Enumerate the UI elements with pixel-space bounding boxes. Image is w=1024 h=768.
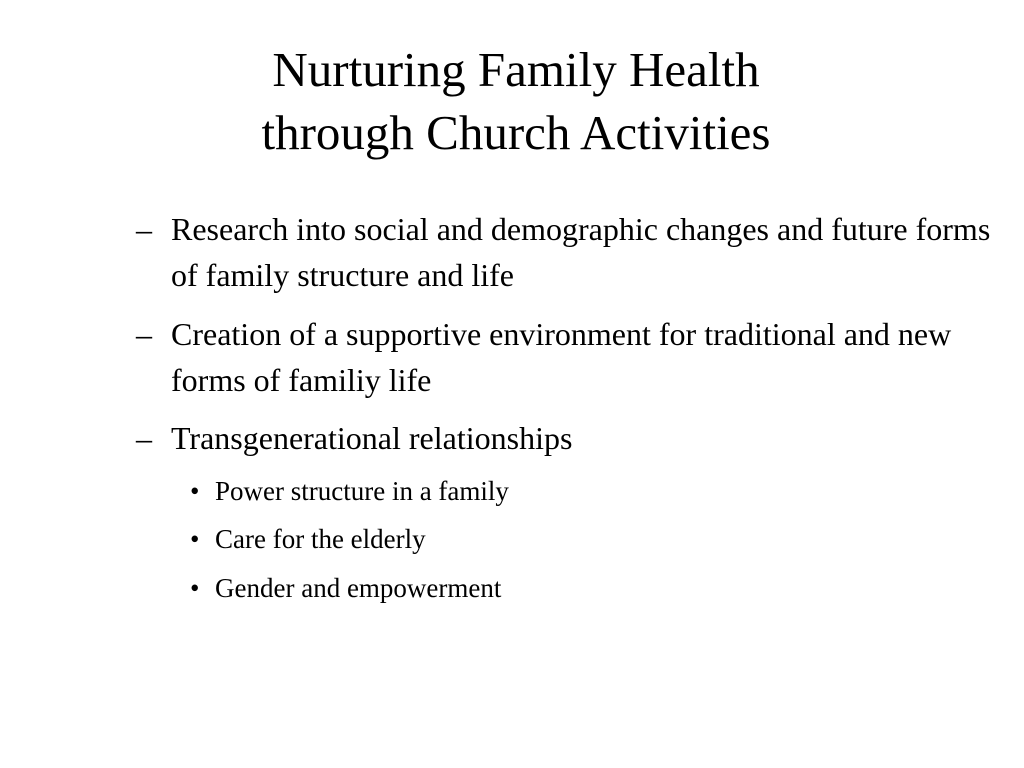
- bullet-text: Creation of a supportive environment for traditional and new forms of familiy life: [171, 316, 952, 398]
- sub-bullet-text: Power structure in a family: [215, 476, 509, 506]
- sub-bullet-item: [190, 570, 990, 606]
- bullet-item: [136, 311, 1006, 403]
- bullet-marker: •: [190, 524, 200, 554]
- slide-title-line-1: Nurturing Family Health: [272, 42, 760, 97]
- slide-title-line-2: through Church Activities: [261, 105, 771, 160]
- sub-bullet-item: [190, 521, 990, 557]
- bullet-item: [136, 206, 1006, 298]
- dash-marker: –: [136, 420, 152, 456]
- bullet-marker: •: [190, 476, 200, 506]
- bullet-text: Transgenerational relationships: [171, 420, 573, 456]
- dash-marker: –: [136, 211, 152, 247]
- sub-bullet-text: Gender and empowerment: [215, 573, 502, 603]
- sub-bullet-item: [190, 473, 990, 509]
- bullet-marker: •: [190, 573, 200, 603]
- bullet-text: Research into social and demographic changes and future forms of family structure and life: [171, 211, 991, 293]
- bullet-item: [136, 415, 1006, 461]
- dash-marker: –: [136, 316, 152, 352]
- sub-bullet-text: Care for the elderly: [215, 524, 426, 554]
